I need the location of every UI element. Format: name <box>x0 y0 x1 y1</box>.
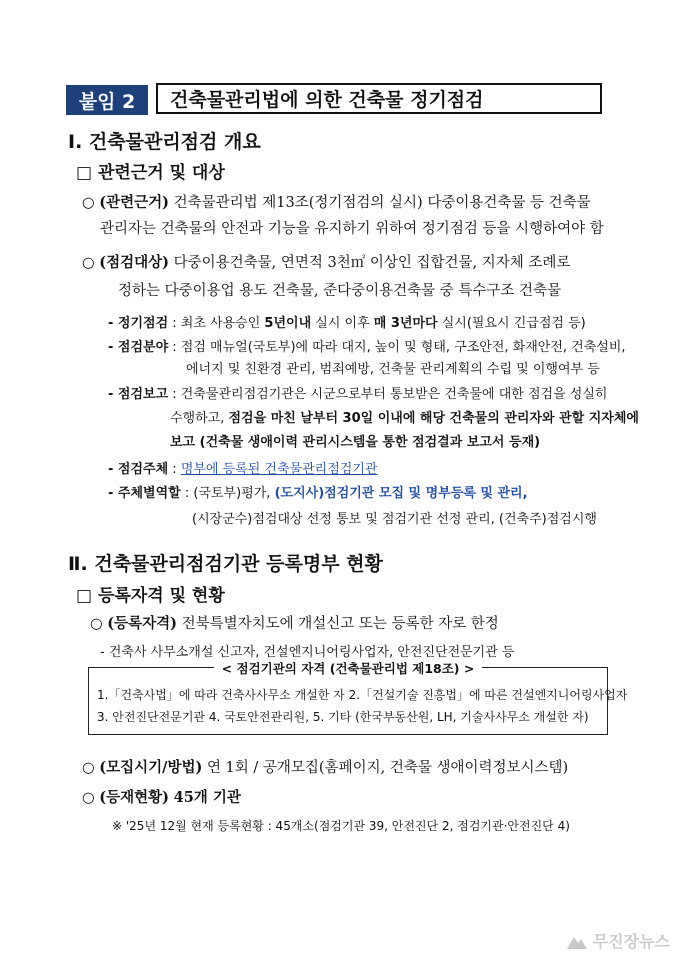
section2-subheading: □ 등록자격 및 현황 <box>76 586 225 606</box>
target-line2: 정하는 다중이용업 용도 건축물, 준다중이용건축물 중 특수구조 건축물 <box>118 283 562 299</box>
basis-label: (관련근거) <box>99 194 170 211</box>
section2-heading: Ⅱ. 건축물관리점검기관 등록명부 현황 <box>68 553 383 575</box>
period-row <box>108 312 586 331</box>
target-label: (점검대상) <box>99 254 170 271</box>
qual-label: (등록자격) <box>107 615 178 632</box>
period-label: - 정기점검 <box>108 316 169 331</box>
field-text: : 점검 매뉴얼(국토부)에 따라 대지, 높이 및 형태, 구조안전, 화재안전, 건축설비, <box>172 340 626 355</box>
recruit-text: 연 1회 / 공개모집(홈페이지, 건축물 생애이력정보시스템) <box>206 760 569 776</box>
bullet-circle-icon: ○ <box>82 760 100 776</box>
report-line2 <box>170 407 639 426</box>
role-line2: (시장군수)점검대상 선정 통보 및 점검기관 선정 관리, (건축주)점검시행 <box>192 512 597 527</box>
field-line2: 에너지 및 친환경 관리, 범죄예방, 건축물 관리계획의 수립 및 이행여부 등 <box>186 362 600 377</box>
subject-label: - 점검주체 <box>108 462 169 477</box>
target-line1 <box>82 251 570 272</box>
document-title: 건축물관리법에 의한 건축물 정기점검 <box>156 83 602 114</box>
watermark-text: 무진장뉴스 <box>592 932 670 951</box>
period-text-c: 실시 이후 <box>311 316 374 331</box>
role-row <box>108 482 528 501</box>
status-label: (등재현황) <box>99 789 170 806</box>
report-text-b: 점검을 마친 날부터 30일 이내에 해당 건축물의 관리자와 관할 지자체에 <box>228 411 639 426</box>
subject-row <box>108 458 377 477</box>
bullet-circle-icon: ○ <box>90 616 108 632</box>
qualification-line1: 1.「건축사법」에 따라 건축사사무소 개설한 자 2.「건설기술 진흥법」에 따른 건설엔지니어링사업자 <box>97 688 628 702</box>
role-label: - 주체별역할 <box>108 486 181 501</box>
qual-detail: - 건축사 사무소개설 신고자, 건설엔지니어링사업자, 안전진단전문기관 등 <box>100 645 515 660</box>
basis-line2: 관리자는 건축물의 안전과 기능을 유지하기 위하여 정기점검 등을 시행하여야 함 <box>100 221 604 237</box>
role-text-b: (도지사)점검기관 모집 및 명부등록 및 관리, <box>274 486 528 501</box>
subject-colon: : <box>172 462 181 477</box>
recruit-line <box>82 756 568 777</box>
appendix-badge: 붙임 2 <box>66 85 148 115</box>
basis-line1 <box>82 191 591 212</box>
field-row <box>108 336 626 355</box>
period-text-e: 실시(필요시 긴급점검 등) <box>437 316 586 331</box>
qualification-box <box>88 661 628 735</box>
section1-subheading: □ 관련근거 및 대상 <box>76 163 225 183</box>
qualification-box-title-text: < 점검기관의 자격 (건축물관리법 제18조) > <box>214 661 483 676</box>
bullet-circle-icon: ○ <box>82 255 100 271</box>
qual-text: 전북특별자치도에 개설신고 또는 등록한 자로 한정 <box>181 616 499 632</box>
bullet-circle-icon: ○ <box>82 790 100 806</box>
status-note: ※ '25년 12월 현재 등록현황 : 45개소(점검기관 39, 안전진단 2, 점검기관·안전진단 4) <box>112 819 570 833</box>
report-text-a: 수행하고, <box>170 411 229 426</box>
mountain-logo-icon <box>567 933 587 949</box>
watermark <box>567 929 670 952</box>
report-label: - 점검보고 <box>108 387 169 402</box>
role-text-a: : (국토부)평가, <box>184 486 275 501</box>
period-text-b: 5년이내 <box>264 316 312 331</box>
section1-heading: Ⅰ. 건축물관리점검 개요 <box>68 131 261 153</box>
report-text: : 건축물관리점검기관은 시군으로부터 통보받은 건축물에 대한 점검을 성실히 <box>172 387 608 402</box>
period-text-a: : 최초 사용승인 <box>172 316 265 331</box>
status-line <box>82 786 241 807</box>
basis-text: 건축물관리법 제13조(정기점검의 실시) 다중이용건축물 등 건축물 <box>173 195 591 211</box>
bullet-circle-icon: ○ <box>82 195 100 211</box>
qual-line <box>90 612 499 633</box>
report-line3: 보고 (건축물 생애이력 관리시스템을 통한 점검결과 보고서 등재) <box>170 435 541 450</box>
field-label: - 점검분야 <box>108 340 169 355</box>
recruit-label: (모집시기/방법) <box>99 759 203 776</box>
status-text: 45개 기관 <box>173 789 241 806</box>
qualification-box-title <box>89 659 607 677</box>
report-row <box>108 383 607 402</box>
qualification-line2: 3. 안전진단전문기관 4. 국토안전관리원, 5. 기타 (한국부동산원, LH, 기술사사무소 개설한 자) <box>97 710 589 724</box>
period-text-d: 매 3년마다 <box>373 316 438 331</box>
subject-value: 명부에 등록된 건축물관리점검기관 <box>180 462 378 477</box>
target-text: 다중이용건축물, 연면적 3천㎡ 이상인 집합건물, 지자체 조례로 <box>173 255 571 271</box>
